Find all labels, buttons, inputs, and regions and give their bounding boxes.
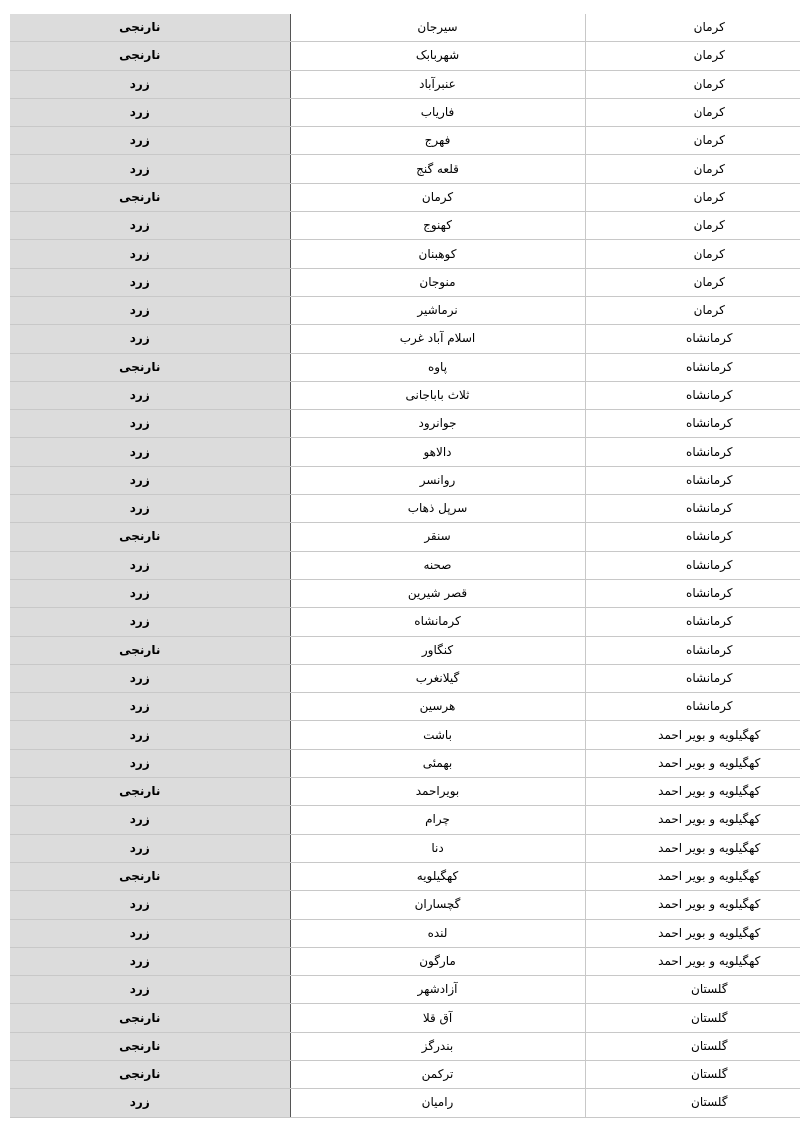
province-cell: کرمان bbox=[585, 212, 800, 240]
table-row bbox=[10, 523, 800, 551]
status-cell: زرد bbox=[10, 608, 290, 636]
city-cell: دنا bbox=[290, 834, 585, 862]
province-cell: گلستان bbox=[585, 976, 800, 1004]
table-row bbox=[10, 947, 800, 975]
table-row bbox=[10, 749, 800, 777]
city-cell: بهمئی bbox=[290, 749, 585, 777]
province-cell: کرمان bbox=[585, 155, 800, 183]
table-row bbox=[10, 212, 800, 240]
table-row bbox=[10, 862, 800, 890]
province-cell: کرمانشاه bbox=[585, 495, 800, 523]
status-cell: زرد bbox=[10, 664, 290, 692]
table-row bbox=[10, 693, 800, 721]
table-row bbox=[10, 721, 800, 749]
table-row bbox=[10, 410, 800, 438]
city-cell: آق قلا bbox=[290, 1004, 585, 1032]
table-row bbox=[10, 183, 800, 211]
city-cell: عنبرآباد bbox=[290, 70, 585, 98]
status-cell: زرد bbox=[10, 70, 290, 98]
status-cell: نارنجی bbox=[10, 1060, 290, 1088]
status-cell: نارنجی bbox=[10, 353, 290, 381]
city-cell: روانسر bbox=[290, 466, 585, 494]
province-cell: کرمان bbox=[585, 296, 800, 324]
city-cell: رامیان bbox=[290, 1089, 585, 1117]
city-cell: کوهبنان bbox=[290, 240, 585, 268]
table-row bbox=[10, 268, 800, 296]
city-cell: هرسین bbox=[290, 693, 585, 721]
city-cell: کهنوج bbox=[290, 212, 585, 240]
status-cell: زرد bbox=[10, 551, 290, 579]
status-cell: زرد bbox=[10, 919, 290, 947]
table-row bbox=[10, 891, 800, 919]
city-cell: قلعه گنج bbox=[290, 155, 585, 183]
city-cell: مارگون bbox=[290, 947, 585, 975]
status-cell: زرد bbox=[10, 891, 290, 919]
status-cell: زرد bbox=[10, 579, 290, 607]
status-cell: نارنجی bbox=[10, 1004, 290, 1032]
city-cell: باشت bbox=[290, 721, 585, 749]
status-cell: نارنجی bbox=[10, 778, 290, 806]
province-cell: کهگیلویه و بویر احمد bbox=[585, 834, 800, 862]
table-row bbox=[10, 325, 800, 353]
city-cell: جوانرود bbox=[290, 410, 585, 438]
city-cell: سیرجان bbox=[290, 14, 585, 42]
city-cell: گیلانغرب bbox=[290, 664, 585, 692]
city-cell: بویراحمد bbox=[290, 778, 585, 806]
status-cell: زرد bbox=[10, 296, 290, 324]
table-body bbox=[10, 14, 800, 1117]
table-row bbox=[10, 98, 800, 126]
status-cell: زرد bbox=[10, 834, 290, 862]
city-cell: گچساران bbox=[290, 891, 585, 919]
status-cell: زرد bbox=[10, 721, 290, 749]
province-cell: کهگیلویه و بویر احمد bbox=[585, 862, 800, 890]
city-cell: آزادشهر bbox=[290, 976, 585, 1004]
province-cell: کرمانشاه bbox=[585, 608, 800, 636]
province-cell: گلستان bbox=[585, 1004, 800, 1032]
city-cell: سرپل ذهاب bbox=[290, 495, 585, 523]
province-cell: کرمانشاه bbox=[585, 523, 800, 551]
province-cell: کهگیلویه و بویر احمد bbox=[585, 778, 800, 806]
city-cell: لنده bbox=[290, 919, 585, 947]
status-cell: زرد bbox=[10, 98, 290, 126]
city-cell: فهرج bbox=[290, 127, 585, 155]
city-cell: نرماشیر bbox=[290, 296, 585, 324]
table-row bbox=[10, 495, 800, 523]
city-cell: کهگیلویه bbox=[290, 862, 585, 890]
province-cell: کرمانشاه bbox=[585, 693, 800, 721]
province-cell: کهگیلویه و بویر احمد bbox=[585, 891, 800, 919]
status-cell: زرد bbox=[10, 155, 290, 183]
city-cell: پاوه bbox=[290, 353, 585, 381]
city-cell: کرمانشاه bbox=[290, 608, 585, 636]
status-cell: زرد bbox=[10, 212, 290, 240]
table-row bbox=[10, 42, 800, 70]
province-cell: کرمان bbox=[585, 98, 800, 126]
status-cell: زرد bbox=[10, 410, 290, 438]
province-cell: گلستان bbox=[585, 1060, 800, 1088]
status-cell: زرد bbox=[10, 806, 290, 834]
table-row bbox=[10, 919, 800, 947]
status-cell: زرد bbox=[10, 976, 290, 1004]
table-row bbox=[10, 976, 800, 1004]
status-cell: زرد bbox=[10, 325, 290, 353]
province-cell: کرمان bbox=[585, 127, 800, 155]
province-cell: گلستان bbox=[585, 1032, 800, 1060]
status-cell: نارنجی bbox=[10, 636, 290, 664]
status-cell: زرد bbox=[10, 240, 290, 268]
province-cell: کهگیلویه و بویر احمد bbox=[585, 919, 800, 947]
table-row bbox=[10, 438, 800, 466]
province-cell: کرمانشاه bbox=[585, 353, 800, 381]
status-cell: زرد bbox=[10, 268, 290, 296]
table-row bbox=[10, 608, 800, 636]
table-row bbox=[10, 1032, 800, 1060]
province-cell: کرمانشاه bbox=[585, 664, 800, 692]
status-cell: زرد bbox=[10, 693, 290, 721]
table-row bbox=[10, 1089, 800, 1117]
city-cell: کنگاور bbox=[290, 636, 585, 664]
status-cell: نارنجی bbox=[10, 1032, 290, 1060]
table-row bbox=[10, 466, 800, 494]
province-cell: کهگیلویه و بویر احمد bbox=[585, 947, 800, 975]
city-cell: ترکمن bbox=[290, 1060, 585, 1088]
city-cell: اسلام آباد غرب bbox=[290, 325, 585, 353]
status-cell: نارنجی bbox=[10, 42, 290, 70]
city-cell: صحنه bbox=[290, 551, 585, 579]
status-cell: زرد bbox=[10, 466, 290, 494]
status-cell: نارنجی bbox=[10, 862, 290, 890]
status-cell: زرد bbox=[10, 127, 290, 155]
province-cell: کرمانشاه bbox=[585, 551, 800, 579]
status-cell: زرد bbox=[10, 381, 290, 409]
province-cell: کرمان bbox=[585, 183, 800, 211]
province-cell: گلستان bbox=[585, 1089, 800, 1117]
status-cell: نارنجی bbox=[10, 523, 290, 551]
city-cell: شهربابک bbox=[290, 42, 585, 70]
province-cell: کرمان bbox=[585, 240, 800, 268]
table-row bbox=[10, 551, 800, 579]
status-cell: نارنجی bbox=[10, 183, 290, 211]
province-cell: کهگیلویه و بویر احمد bbox=[585, 749, 800, 777]
city-cell: بندرگز bbox=[290, 1032, 585, 1060]
table-row bbox=[10, 240, 800, 268]
status-table bbox=[10, 14, 800, 1118]
table-row bbox=[10, 664, 800, 692]
province-cell: کرمانشاه bbox=[585, 325, 800, 353]
status-cell: زرد bbox=[10, 749, 290, 777]
province-cell: کرمانشاه bbox=[585, 636, 800, 664]
table-row bbox=[10, 14, 800, 42]
city-cell: سنقر bbox=[290, 523, 585, 551]
table-row bbox=[10, 155, 800, 183]
city-cell: منوجان bbox=[290, 268, 585, 296]
province-cell: کهگیلویه و بویر احمد bbox=[585, 806, 800, 834]
status-cell: زرد bbox=[10, 947, 290, 975]
table-row bbox=[10, 296, 800, 324]
province-cell: کرمان bbox=[585, 14, 800, 42]
province-cell: کرمانشاه bbox=[585, 381, 800, 409]
table-row bbox=[10, 381, 800, 409]
document-page bbox=[10, 14, 800, 1118]
province-cell: کرمان bbox=[585, 268, 800, 296]
city-cell: دالاهو bbox=[290, 438, 585, 466]
city-cell: چرام bbox=[290, 806, 585, 834]
table-row bbox=[10, 806, 800, 834]
table-row bbox=[10, 636, 800, 664]
status-cell: زرد bbox=[10, 495, 290, 523]
table-row bbox=[10, 353, 800, 381]
province-cell: کهگیلویه و بویر احمد bbox=[585, 721, 800, 749]
status-cell: نارنجی bbox=[10, 14, 290, 42]
province-cell: کرمانشاه bbox=[585, 410, 800, 438]
province-cell: کرمانشاه bbox=[585, 438, 800, 466]
table-row bbox=[10, 1004, 800, 1032]
city-cell: کرمان bbox=[290, 183, 585, 211]
province-cell: کرمانشاه bbox=[585, 466, 800, 494]
province-cell: کرمان bbox=[585, 70, 800, 98]
city-cell: ثلاث باباجانی bbox=[290, 381, 585, 409]
province-cell: کرمان bbox=[585, 42, 800, 70]
table-row bbox=[10, 778, 800, 806]
city-cell: قصر شیرین bbox=[290, 579, 585, 607]
province-cell: کرمانشاه bbox=[585, 579, 800, 607]
city-cell: فاریاب bbox=[290, 98, 585, 126]
table-row bbox=[10, 579, 800, 607]
table-row bbox=[10, 1060, 800, 1088]
status-cell: زرد bbox=[10, 438, 290, 466]
table-row bbox=[10, 127, 800, 155]
table-row bbox=[10, 834, 800, 862]
status-cell: زرد bbox=[10, 1089, 290, 1117]
table-row bbox=[10, 70, 800, 98]
